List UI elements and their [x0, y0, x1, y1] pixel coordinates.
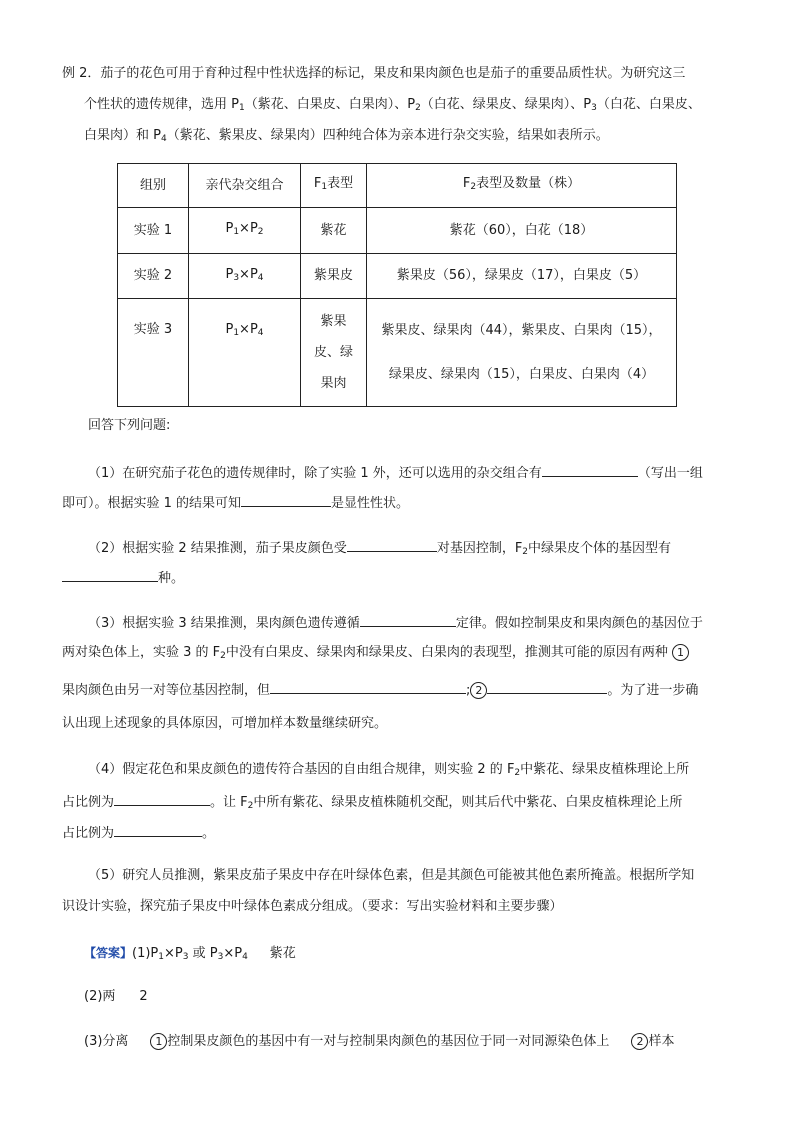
row-cross: $P_1\times P_2$ [189, 208, 301, 254]
table-row [118, 208, 677, 254]
example-intro [62, 64, 685, 84]
row-f2: 紫果皮、绿果肉（44），紫果皮、白果肉（15）， 绿果皮、绿果肉（15），白果皮、白果肉（4） [367, 299, 677, 407]
circled-number: 1 [672, 644, 689, 661]
question-3-line-4: 认出现上述现象的具体原因，可增加样本数量继续研究。 [62, 716, 388, 731]
row-f1: 紫花 [301, 208, 367, 254]
intro-line-2: 个性状的遗传规律，选用 $P_1$（紫花、白果皮、白果肉）、$P_2$（白花、绿果皮、绿果肉）、$P_3$（白花、白果皮、 [84, 97, 701, 113]
answer-blank[interactable] [487, 679, 607, 694]
row-f1: 紫果 皮、绿 果肉 [301, 299, 367, 407]
question-3-line-1: （3）根据实验 3 结果推测，果肉颜色遗传遵循 定律。假如控制果皮和果肉颜色的基因位于 [88, 612, 703, 634]
row-group: 实验 2 [118, 254, 189, 299]
answer-blank[interactable] [270, 679, 466, 694]
row-f1: 紫果皮 [301, 254, 367, 299]
question-1-line-2: 即可）。根据实验 1 的结果可知 是显性性状。 [62, 492, 409, 514]
answer-tag: 【答案】 [84, 946, 133, 960]
answer-line-1: 【答案】$(1)P_1\times P_3$ 或 $P_3\times P_4$ 紫花 [84, 946, 296, 962]
intro-line-1: 例 2．茄子的花色可用于育种过程中性状选择的标记，果皮和果肉颜色也是茄子的重要品质性状。为研究这三 [62, 66, 686, 81]
answer-blank[interactable] [542, 462, 638, 477]
header-cross: 亲代杂交组合 [189, 164, 301, 208]
table-row [118, 299, 677, 407]
table-header-row [118, 164, 677, 208]
circled-number: 2 [470, 682, 487, 699]
row-cross: $P_1\times P_4$ [189, 299, 301, 407]
question-4-line-1: （4）假定花色和果皮颜色的遗传符合基因的自由组合规律，则实验 2 的 $F_2$中紫花、绿果皮植株理论上所 [88, 762, 690, 778]
question-3-line-3: 果肉颜色由另一对等位基因控制，但 ; 2 。为了进一步确 [62, 679, 698, 701]
answer-blank[interactable] [347, 537, 437, 552]
answer-blank[interactable] [114, 791, 210, 806]
answer-blank[interactable] [114, 822, 202, 837]
question-4-line-2: 占比例为 。让 $F_2$中所有紫花、绿果皮植株随机交配，则其后代中紫花、白果皮植株理论上所 [62, 791, 682, 816]
row-group: 实验 1 [118, 208, 189, 254]
row-f2: 紫花（60），白花（18） [367, 208, 677, 254]
table-row [118, 254, 677, 299]
question-3-line-2: 两对染色体上，实验 3 的 $F_2$中没有白果皮、绿果肉和绿果皮、白果肉的表现型，推测其可能的原因有两种 1 [62, 643, 689, 666]
question-1-line-1: （1）在研究茄子花色的遗传规律时，除了实验 1 外，还可以选用的杂交组合有 （写出一组 [88, 462, 703, 484]
header-group: 组别 [118, 164, 189, 208]
row-cross: $P_3\times P_4$ [189, 254, 301, 299]
row-group: 实验 3 [118, 299, 189, 407]
answer-line-2: (2)两 2 [84, 989, 148, 1004]
row-f2: 紫果皮（56），绿果皮（17），白果皮（5） [367, 254, 677, 299]
header-f2: $F_2$表型及数量（株） [367, 164, 677, 208]
question-4-line-3: 占比例为 。 [62, 822, 215, 844]
intro-line-3: 白果肉）和 $P_4$（紫花、紫果皮、绿果肉）四种纯合体为亲本进行杂交实验，结果如表所示。 [84, 128, 609, 144]
question-5-line-2: 识设计实验，探究茄子果皮中叶绿体色素成分组成。（要求：写出实验材料和主要步骤） [62, 899, 563, 914]
header-f1: $F_1$表型 [301, 164, 367, 208]
answer-blank[interactable] [241, 492, 331, 507]
circled-number: 2 [631, 1033, 648, 1050]
question-2-line-1: （2）根据实验 2 结果推测，茄子果皮颜色受 对基因控制，$F_2$中绿果皮个体的基因型有 [88, 537, 671, 562]
results-table [117, 163, 677, 407]
circled-number: 1 [150, 1033, 167, 1050]
question-2-line-2: 种。 [62, 567, 184, 589]
answer-line-3: (3)分离 1 控制果皮颜色的基因中有一对与控制果肉颜色的基因位于同一对同源染色体上 2 样本 [84, 1034, 675, 1049]
answer-blank[interactable] [62, 567, 158, 582]
questions-prompt: 回答下列问题: [88, 418, 171, 433]
answer-blank[interactable] [360, 612, 456, 627]
question-5-line-1: （5）研究人员推测，紫果皮茄子果皮中存在叶绿体色素，但是其颜色可能被其他色素所掩盖。根据所学知 [88, 868, 695, 883]
